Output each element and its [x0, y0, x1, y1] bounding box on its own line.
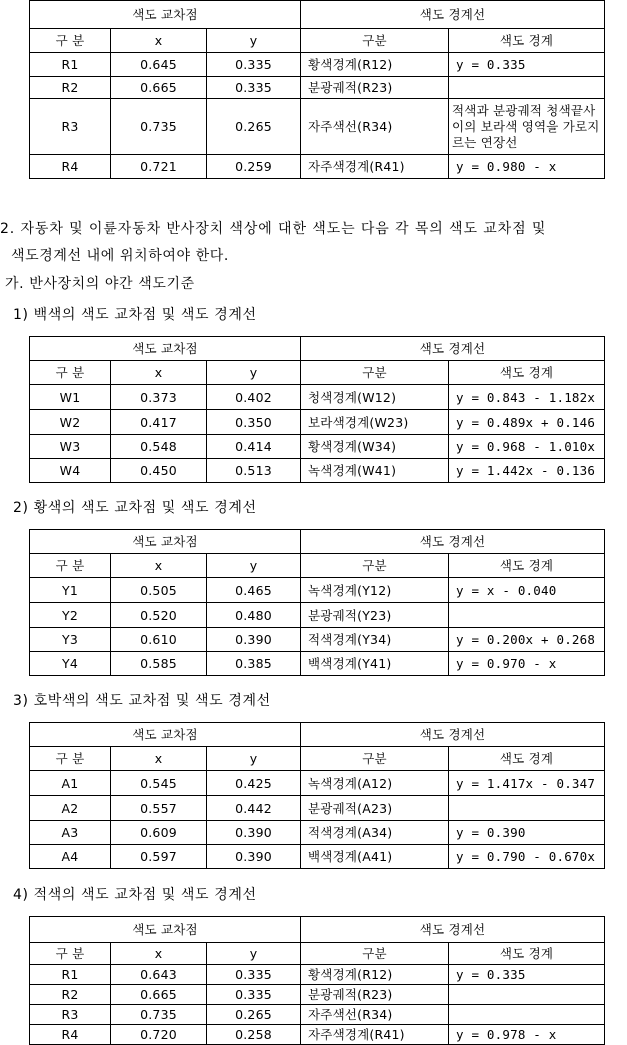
y-value: 0.480 — [207, 603, 301, 628]
section-heading-yellow: 2) 황색의 색도 교차점 및 색도 경계선 — [13, 500, 257, 516]
header-y: y — [207, 361, 301, 385]
point-id: Y3 — [30, 628, 111, 652]
y-value: 0.335 — [207, 965, 301, 985]
header-boundary: 색도 경계선 — [301, 917, 605, 943]
boundary-equation — [449, 603, 605, 628]
table-row — [30, 459, 605, 483]
boundary-equation: y = 0.968 - 1.010x — [449, 435, 605, 459]
y-value: 0.350 — [207, 410, 301, 435]
header-intersection: 색도 교차점 — [30, 530, 301, 554]
x-value: 0.665 — [111, 985, 207, 1005]
boundary-equation: y = 1.442x - 0.136 — [449, 459, 605, 483]
boundary-equation — [449, 796, 605, 821]
table-row — [30, 1025, 605, 1045]
header-boundary-line: 색도 경계 — [449, 943, 605, 965]
chromaticity-table-amber — [29, 722, 605, 869]
boundary-name: 분광궤적(R23) — [301, 77, 449, 99]
point-id: A4 — [30, 845, 111, 869]
header-division: 구분 — [301, 554, 449, 578]
boundary-name: 황색경계(R12) — [301, 965, 449, 985]
y-value: 0.442 — [207, 796, 301, 821]
boundary-name: 자주색경계(R41) — [301, 155, 449, 179]
point-id: W4 — [30, 459, 111, 483]
point-id: R3 — [30, 99, 111, 155]
x-value: 0.505 — [111, 578, 207, 603]
boundary-equation — [449, 77, 605, 99]
boundary-equation: y = 0.489x + 0.146 — [449, 410, 605, 435]
header-boundary: 색도 경계선 — [301, 337, 605, 361]
y-value: 0.414 — [207, 435, 301, 459]
boundary-equation: y = 0.843 - 1.182x — [449, 385, 605, 410]
header-category: 구 분 — [30, 747, 111, 771]
header-x: x — [111, 361, 207, 385]
header-boundary-line: 색도 경계 — [449, 361, 605, 385]
paragraph-2-line-2: 색도경계선 내에 위치하여야 한다. — [11, 248, 229, 264]
y-value: 0.335 — [207, 77, 301, 99]
header-y: y — [207, 29, 301, 53]
x-value: 0.609 — [111, 821, 207, 845]
table-row — [30, 578, 605, 603]
boundary-name: 녹색경계(W41) — [301, 459, 449, 483]
header-y: y — [207, 943, 301, 965]
x-value: 0.417 — [111, 410, 207, 435]
boundary-name: 황색경계(W34) — [301, 435, 449, 459]
boundary-name: 황색경계(R12) — [301, 53, 449, 77]
y-value: 0.258 — [207, 1025, 301, 1045]
y-value: 0.465 — [207, 578, 301, 603]
table-row — [30, 771, 605, 796]
subsection-ga: 가. 반사장치의 야간 색도기준 — [5, 276, 195, 292]
boundary-equation: 적색과 분광궤적 청색끝사이의 보라색 영역을 가로지르는 연장선 — [449, 99, 605, 155]
boundary-equation: y = 0.978 - x — [449, 1025, 605, 1045]
header-boundary-line: 색도 경계 — [449, 29, 605, 53]
boundary-name: 녹색경계(Y12) — [301, 578, 449, 603]
point-id: A2 — [30, 796, 111, 821]
x-value: 0.721 — [111, 155, 207, 179]
header-intersection: 색도 교차점 — [30, 1, 301, 29]
point-id: W1 — [30, 385, 111, 410]
header-boundary-line: 색도 경계 — [449, 747, 605, 771]
boundary-equation — [449, 1005, 605, 1025]
table-row — [30, 385, 605, 410]
boundary-name: 적색경계(A34) — [301, 821, 449, 845]
boundary-equation: y = x - 0.040 — [449, 578, 605, 603]
x-value: 0.735 — [111, 1005, 207, 1025]
y-value: 0.390 — [207, 628, 301, 652]
boundary-name: 분광궤적(R23) — [301, 985, 449, 1005]
y-value: 0.513 — [207, 459, 301, 483]
boundary-equation: y = 0.970 - x — [449, 652, 605, 676]
header-intersection: 색도 교차점 — [30, 723, 301, 747]
boundary-name: 백색경계(A41) — [301, 845, 449, 869]
point-id: R3 — [30, 1005, 111, 1025]
boundary-equation: y = 0.200x + 0.268 — [449, 628, 605, 652]
chromaticity-table-yellow — [29, 529, 605, 676]
boundary-equation: y = 0.335 — [449, 53, 605, 77]
table-row — [30, 77, 605, 99]
point-id: R1 — [30, 965, 111, 985]
section-heading-amber: 3) 호박색의 색도 교차점 및 색도 경계선 — [13, 693, 271, 709]
table-row — [30, 99, 605, 155]
header-category: 구 분 — [30, 554, 111, 578]
table-row — [30, 985, 605, 1005]
x-value: 0.735 — [111, 99, 207, 155]
y-value: 0.335 — [207, 53, 301, 77]
y-value: 0.265 — [207, 99, 301, 155]
header-x: x — [111, 747, 207, 771]
x-value: 0.545 — [111, 771, 207, 796]
section-heading-white: 1) 백색의 색도 교차점 및 색도 경계선 — [13, 307, 257, 323]
y-value: 0.402 — [207, 385, 301, 410]
header-boundary-line: 색도 경계 — [449, 554, 605, 578]
boundary-equation: y = 0.980 - x — [449, 155, 605, 179]
x-value: 0.645 — [111, 53, 207, 77]
x-value: 0.548 — [111, 435, 207, 459]
boundary-name: 자주색선(R34) — [301, 99, 449, 155]
point-id: R2 — [30, 985, 111, 1005]
boundary-name: 백색경계(Y41) — [301, 652, 449, 676]
header-intersection: 색도 교차점 — [30, 337, 301, 361]
boundary-equation — [449, 985, 605, 1005]
x-value: 0.373 — [111, 385, 207, 410]
boundary-name: 분광궤적(A23) — [301, 796, 449, 821]
x-value: 0.520 — [111, 603, 207, 628]
point-id: Y1 — [30, 578, 111, 603]
header-division: 구분 — [301, 29, 449, 53]
x-value: 0.557 — [111, 796, 207, 821]
point-id: A3 — [30, 821, 111, 845]
paragraph-2-line-1: 2. 자동차 및 이륜자동차 반사장치 색상에 대한 색도는 다음 각 목의 색도 교차점 및 — [0, 221, 547, 237]
header-y: y — [207, 747, 301, 771]
x-value: 0.610 — [111, 628, 207, 652]
header-x: x — [111, 29, 207, 53]
table-row — [30, 628, 605, 652]
header-category: 구 분 — [30, 361, 111, 385]
chromaticity-table-red — [29, 916, 605, 1045]
boundary-name: 자주색경계(R41) — [301, 1025, 449, 1045]
x-value: 0.643 — [111, 965, 207, 985]
boundary-equation: y = 0.390 — [449, 821, 605, 845]
table-row — [30, 603, 605, 628]
boundary-name: 녹색경계(A12) — [301, 771, 449, 796]
table-row — [30, 53, 605, 77]
point-id: R1 — [30, 53, 111, 77]
section-heading-red: 4) 적색의 색도 교차점 및 색도 경계선 — [13, 887, 257, 903]
table-row — [30, 845, 605, 869]
table-row — [30, 821, 605, 845]
table-row — [30, 965, 605, 985]
y-value: 0.259 — [207, 155, 301, 179]
point-id: W2 — [30, 410, 111, 435]
boundary-name: 보라색경계(W23) — [301, 410, 449, 435]
y-value: 0.385 — [207, 652, 301, 676]
y-value: 0.390 — [207, 845, 301, 869]
table-row — [30, 796, 605, 821]
table-row — [30, 435, 605, 459]
header-category: 구 분 — [30, 943, 111, 965]
table-row — [30, 652, 605, 676]
point-id: A1 — [30, 771, 111, 796]
header-y: y — [207, 554, 301, 578]
point-id: Y4 — [30, 652, 111, 676]
boundary-equation: y = 0.335 — [449, 965, 605, 985]
y-value: 0.335 — [207, 985, 301, 1005]
boundary-name: 적색경계(Y34) — [301, 628, 449, 652]
header-intersection: 색도 교차점 — [30, 917, 301, 943]
boundary-name: 청색경계(W12) — [301, 385, 449, 410]
x-value: 0.585 — [111, 652, 207, 676]
point-id: R4 — [30, 155, 111, 179]
y-value: 0.390 — [207, 821, 301, 845]
y-value: 0.265 — [207, 1005, 301, 1025]
header-x: x — [111, 943, 207, 965]
chromaticity-table-white — [29, 336, 605, 483]
x-value: 0.720 — [111, 1025, 207, 1045]
header-boundary: 색도 경계선 — [301, 1, 605, 29]
boundary-name: 분광궤적(Y23) — [301, 603, 449, 628]
point-id: R4 — [30, 1025, 111, 1045]
header-boundary: 색도 경계선 — [301, 530, 605, 554]
x-value: 0.597 — [111, 845, 207, 869]
boundary-name: 자주색선(R34) — [301, 1005, 449, 1025]
point-id: W3 — [30, 435, 111, 459]
boundary-equation: y = 0.790 - 0.670x — [449, 845, 605, 869]
point-id: Y2 — [30, 603, 111, 628]
header-x: x — [111, 554, 207, 578]
header-category: 구 분 — [30, 29, 111, 53]
x-value: 0.665 — [111, 77, 207, 99]
table-row — [30, 155, 605, 179]
header-division: 구분 — [301, 361, 449, 385]
x-value: 0.450 — [111, 459, 207, 483]
table-row — [30, 1005, 605, 1025]
header-division: 구분 — [301, 747, 449, 771]
table-row — [30, 410, 605, 435]
y-value: 0.425 — [207, 771, 301, 796]
boundary-equation: y = 1.417x - 0.347 — [449, 771, 605, 796]
header-boundary: 색도 경계선 — [301, 723, 605, 747]
point-id: R2 — [30, 77, 111, 99]
chromaticity-table-red-continued — [29, 0, 605, 179]
header-division: 구분 — [301, 943, 449, 965]
